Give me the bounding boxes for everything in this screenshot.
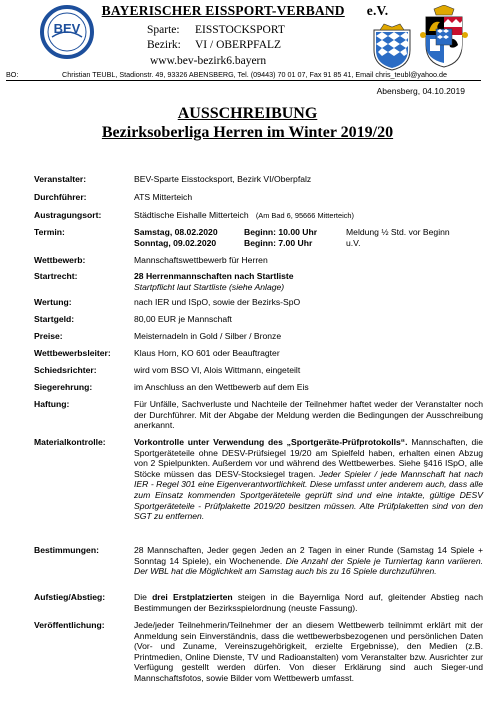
materialkontrolle-text: Mannschaften, die Sportgeräteteile ohne DESV-Prüfsiegel 19/20 am Spielfeld haben, erhalten einen Abzug von 2 Spielpunkten. Außerdem vor und während des Wettbewerbes. Siehe §416 ISpO, alle Stöcke müssen das DESV-Stocksiegel tragen. xyxy=(134,437,483,479)
sparte-label: Sparte: xyxy=(147,24,180,36)
bezirk-label: Bezirk: xyxy=(147,39,181,51)
austragungsort-value: Städtische Eishalle Mitterteich xyxy=(134,210,249,220)
wettbewerb-value: Mannschaftswettbewerb für Herren xyxy=(134,255,268,265)
bo-text: Christian TEUBL, Stadionstr. 49, 93326 ABENSBERG, Tel. (09443) 70 01 07, Fax 91 85 41, Email chris_teubl@yahoo.de xyxy=(62,70,447,79)
aufstieg-label: Aufstieg/Abstieg: xyxy=(34,592,106,602)
wertung-value: nach IER und ISpO, sowie der Bezirks-SpO xyxy=(134,297,301,307)
veranstalter-label: Veranstalter: xyxy=(34,174,87,184)
bestimmungen-italic: Die Anzahl der Spiele je Turniertag kann variieren. Der WBL hat die Möglichkeit am Samstag auch bis zu 16 Spiele durchzuführen. xyxy=(134,555,484,577)
termin-begin1: Beginn: 10.00 Uhr xyxy=(244,227,318,237)
materialkontrolle-head: Vorkontrolle unter Verwendung des „Sportgeräte-Prüfprotokolls“. xyxy=(134,437,408,447)
header-divider xyxy=(6,80,481,81)
wertung-label: Wertung: xyxy=(34,297,72,307)
bavaria-state-coat-of-arms-icon xyxy=(420,5,468,69)
bo-label: BO: xyxy=(6,70,19,79)
siegerehrung-label: Siegerehrung: xyxy=(34,382,93,392)
bezirk-value: VI / OBERPFALZ xyxy=(195,39,282,51)
durchfuehrer-label: Durchführer: xyxy=(34,192,87,202)
termin-day1: Samstag, 08.02.2020 xyxy=(134,227,218,237)
row-termin xyxy=(34,227,483,251)
materialkontrolle-label: Materialkontrolle: xyxy=(34,437,106,447)
haftung-value: Für Unfälle, Sachverluste und Nachteile der Teilnehmer haftet weder der Veranstalter noch der Durchführer. Mit der Abgabe der Meldung werden die Bedingungen der Ausschreibung anerkannt. xyxy=(134,399,483,431)
siegerehrung-value: im Anschluss an den Wettbewerb auf dem Eis xyxy=(134,382,309,392)
schiedsrichter-value: wird vom BSO VI, Alois Wittmann, eingeteilt xyxy=(134,365,301,375)
austragungsort-label: Austragungsort: xyxy=(34,210,102,220)
aufstieg-bold: drei Erstplatzierten xyxy=(152,592,233,602)
schiedsrichter-label: Schiedsrichter: xyxy=(34,365,97,375)
termin-meldung2: u.V. xyxy=(346,238,361,248)
wettbewerbsleiter-value: Klaus Horn, KO 601 oder Beauftragter xyxy=(134,348,280,358)
startgeld-value: 80,00 EUR je Mannschaft xyxy=(134,314,232,324)
org-suffix: e.V. xyxy=(366,3,389,18)
wettbewerbsleiter-label: Wettbewerbsleiter: xyxy=(34,348,111,358)
sparte-value: EISSTOCKSPORT xyxy=(195,24,285,36)
austragungsort-note: (Am Bad 6, 95666 Mitterteich) xyxy=(255,211,354,220)
termin-day2: Sonntag, 09.02.2020 xyxy=(134,238,217,248)
bo-contact-line xyxy=(6,70,447,79)
document-subtitle: Bezirksoberliga Herren im Winter 2019/20 xyxy=(101,124,394,141)
termin-begin2: Beginn: 7.00 Uhr xyxy=(244,238,313,248)
aufstieg-text: steigen in die Bayernliga Nord auf, gleitender Abstieg nach Bestimmungen der Bezirksspielordnung (neuste Fassung). xyxy=(134,592,484,613)
bestimmungen-text: 28 Mannschaften, Jeder gegen Jeden an 2 Tagen in einer Runde (Samstag 14 Spiele + Sonntag 14 Spiele), ein Wochenende. xyxy=(134,545,483,566)
aufstieg-pre: Die xyxy=(134,592,147,602)
materialkontrolle-italic: Jeder Spieler / jede Mannschaft hat nach IER - Regel 301 eine Eigenverantwortlichkeit. Diese umfasst unter anderem auch, dass alle zum Einsatz kommenden Sportgeräteteile geprüft sind und eine intakte, gültige DESV Sportgeräteteile - Prüfplakette 2019/20 besitzen müssen. Alte Prüfplaketten sind von den SGT zu entfernen. xyxy=(134,468,483,522)
durchfuehrer-value: ATS Mitterteich xyxy=(134,192,193,202)
startrecht-value: 28 Herrenmannschaften nach Startliste xyxy=(134,271,294,281)
document-title: AUSSCHREIBUNG xyxy=(177,105,318,122)
veranstalter-value: BEV-Sparte Eisstocksport, Bezirk VI/Oberpfalz xyxy=(134,174,312,184)
logo-text: BEV xyxy=(53,21,81,36)
preise-value: Meisternadeln in Gold / Silber / Bronze xyxy=(134,331,282,341)
veroeffentlichung-value: Jede/jeder Teilnehmerin/Teilnehmer der an diesem Wettbewerb teilnimmt erklärt mit der Anmeldung sein Einverständnis, dass die wettbewerbsbezogenen und persönlichen Daten (Vor- und Zuname, Vereinszugehörigkeit, erzielte Ergebnisse), den Medien (z.B. Printmedien, Online Dienste, TV und Radioanstalten) vom Veranstalter bzw. Ausrichter zur Verfügung gestellt werden dürfen. Von dieser Erklärung sind auch Sieger-und Mannschaftsfotos, sowie Bilder vom Wettbewerb umfasst. xyxy=(134,620,483,683)
termin-meldung1: Meldung ½ Std. vor Beginn xyxy=(346,227,450,237)
veroeffentlichung-label: Veröffentlichung: xyxy=(34,620,105,630)
bavaria-small-crest-icon xyxy=(370,22,414,72)
org-name xyxy=(100,3,390,19)
startrecht-sub: Startpflicht laut Startliste (siehe Anlage) xyxy=(134,281,285,292)
org-name-text: BAYERISCHER EISSPORT-VERBAND xyxy=(101,3,345,18)
website-link[interactable]: www.bev-bezirk6.bayern xyxy=(150,55,267,67)
startrecht-label: Startrecht: xyxy=(34,271,78,281)
sparte xyxy=(147,24,285,36)
startgeld-label: Startgeld: xyxy=(34,314,75,324)
wettbewerb-label: Wettbewerb: xyxy=(34,255,86,265)
haftung-label: Haftung: xyxy=(34,399,70,409)
termin-label: Termin: xyxy=(34,227,65,237)
document-date: Abensberg, 04.10.2019 xyxy=(376,86,465,96)
bestimmungen-label: Bestimmungen: xyxy=(34,545,99,555)
preise-label: Preise: xyxy=(34,331,63,341)
bezirk xyxy=(147,39,281,51)
bev-logo xyxy=(40,5,94,59)
